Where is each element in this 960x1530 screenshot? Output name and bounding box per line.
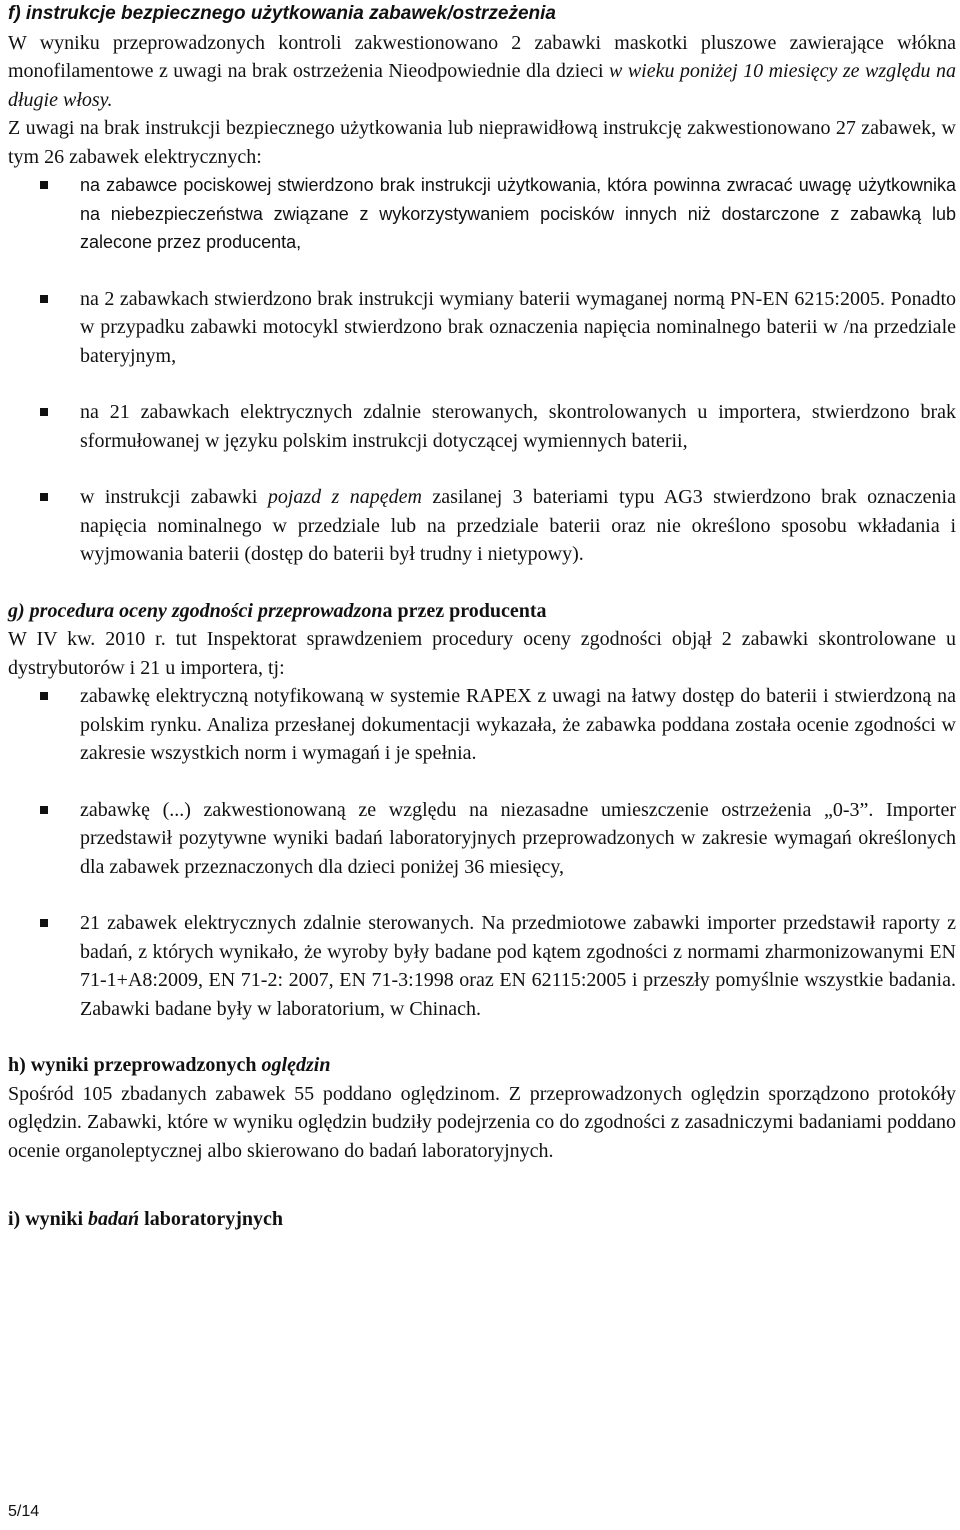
section-h-heading-bold: h) wyniki przeprowadzonych xyxy=(8,1054,262,1076)
square-bullet-icon xyxy=(40,295,48,303)
section-f-bullet-4 xyxy=(8,483,956,569)
section-g-bullet-3 xyxy=(8,909,956,1023)
section-f-bullet-1 xyxy=(8,171,956,257)
section-i-heading xyxy=(8,1205,956,1234)
section-f-bullet-3 xyxy=(8,398,956,455)
page-number: 5/14 xyxy=(8,1503,40,1520)
section-h-paragraph: Spośród 105 zbadanych zabawek 55 poddano oględzinom. Z przeprowadzonych oględzin sporządzono protokóły oględzin. Zabawki, które w wyniku oględzin budziły podejrzenia co do zgodności z zasadniczymi badaniami poddano ocenie organoleptycznej albo skierowano do badań laboratoryjnych. xyxy=(8,1082,956,1162)
section-h-heading-italic: oględzin xyxy=(261,1054,331,1076)
square-bullet-icon xyxy=(40,806,48,814)
section-g-bullet-list xyxy=(8,682,956,1023)
section-i-heading-bold-2: laboratoryjnych xyxy=(139,1208,284,1230)
square-bullet-icon xyxy=(40,493,48,501)
bullet-text: zabawkę (...) zakwestionowaną ze względu na niezasadne umieszczenie ostrzeżenia „0-3”. Importer przedstawił pozytywne wyniki badań laboratoryjnych przeprowadzonych w zakresie wymagań określonych dla zabawek przeznaczonych dla dzieci poniżej 36 miesięcy, xyxy=(80,798,956,878)
section-f-bullet-list xyxy=(8,171,956,569)
section-i-heading-bold-1: i) wyniki xyxy=(8,1208,89,1230)
section-f-bullet-2 xyxy=(8,285,956,371)
section-f-heading: f) instrukcje bezpiecznego użytkowania zabawek/ostrzeżenia xyxy=(8,3,556,24)
section-i-heading-italic: badań xyxy=(88,1208,140,1230)
section-g-heading xyxy=(8,597,956,626)
bullet-text: na zabawce pociskowej stwierdzono brak instrukcji użytkowania, która powinna zwracać uwagę użytkownika na niebezpieczeństwa związane z wykorzystywaniem pocisków innych niż dostarczone z zabawką lub zalecone przez producenta, xyxy=(80,175,956,252)
bullet-text-b: zasilanej 3 bateriami typu AG3 stwierdzono brak oznaczenia napięcia nominalnego w przedziale lub na przedziale baterii oraz nie określono sposobu wkładania i wyjmowania baterii (dostęp do baterii był trudny i nietypowy). xyxy=(80,486,956,565)
section-h-heading xyxy=(8,1051,956,1080)
square-bullet-icon xyxy=(40,408,48,416)
section-g-bullet-2 xyxy=(8,796,956,882)
document-page xyxy=(8,0,956,1234)
bullet-text-a: w instrukcji zabawki xyxy=(80,486,268,508)
section-f-paragraph-1 xyxy=(8,29,956,115)
section-g-bullet-1 xyxy=(8,682,956,768)
section-f-paragraph-1-regular: W wyniku przeprowadzonych kontroli zakwestionowano 2 zabawki maskotki pluszowe zawierające włókna monofilamentowe z uwagi na brak ostrzeżenia Nieodpowiednie dla dzieci xyxy=(8,31,956,82)
bullet-text-italic: pojazd z napędem xyxy=(267,486,422,508)
bullet-text: na 21 zabawkach elektrycznych zdalnie sterowanych, skontrolowanych u importera, stwierdzono brak sformułowanej w języku polskim instrukcji dotyczącej wymiennych baterii, xyxy=(80,401,956,452)
section-g-heading-bold: a przez producenta xyxy=(382,599,547,622)
section-f-paragraph-2: Z uwagi na brak instrukcji bezpiecznego użytkowania lub nieprawidłową instrukcję zakwestionowano 27 zabawek, w tym 26 zabawek elektrycznych: xyxy=(8,117,956,168)
bullet-text: na 2 zabawkach stwierdzono brak instrukcji wymiany baterii wymaganej normą PN-EN 6215:2005. Ponadto w przypadku zabawki motocykl stwierdzono brak oznaczenia napięcia nominalnego baterii w /na przedziale bateryjnym, xyxy=(80,287,956,367)
section-f-paragraph-1-italic: w wieku poniżej 10 miesięcy ze względu na długie włosy. xyxy=(8,60,956,111)
bullet-text: zabawkę elektryczną notyfikowaną w systemie RAPEX z uwagi na łatwy dostęp do baterii i stwierdzoną na polskim rynku. Analiza przesłanej dokumentacji wykazała, że zabawka poddana została ocenie zgodności w zakresie wszystkich norm i wymagań i je spełnia. xyxy=(80,685,956,764)
square-bullet-icon xyxy=(40,692,48,700)
section-g-heading-italic: g) procedura oceny zgodności przeprowadzon xyxy=(8,599,383,622)
section-g-paragraph: W IV kw. 2010 r. tut Inspektorat sprawdzeniem procedury oceny zgodności objął 2 zabawki skontrolowane u dystrybutorów i 21 u importera, tj: xyxy=(8,628,956,679)
bullet-text: 21 zabawek elektrycznych zdalnie sterowanych. Na przedmiotowe zabawki importer przedstawił raporty z badań, z których wynikało, że wyroby były badane pod kątem zgodności z normami zharmonizowanymi EN 71-1+A8:2009, EN 71-2: 2007, EN 71-3:1998 oraz EN 62115:2005 i przeszły pomyślnie wszystkie badania. Zabawki badane były w laboratorium, w Chinach. xyxy=(80,912,956,1020)
square-bullet-icon xyxy=(40,181,48,189)
square-bullet-icon xyxy=(40,919,48,927)
